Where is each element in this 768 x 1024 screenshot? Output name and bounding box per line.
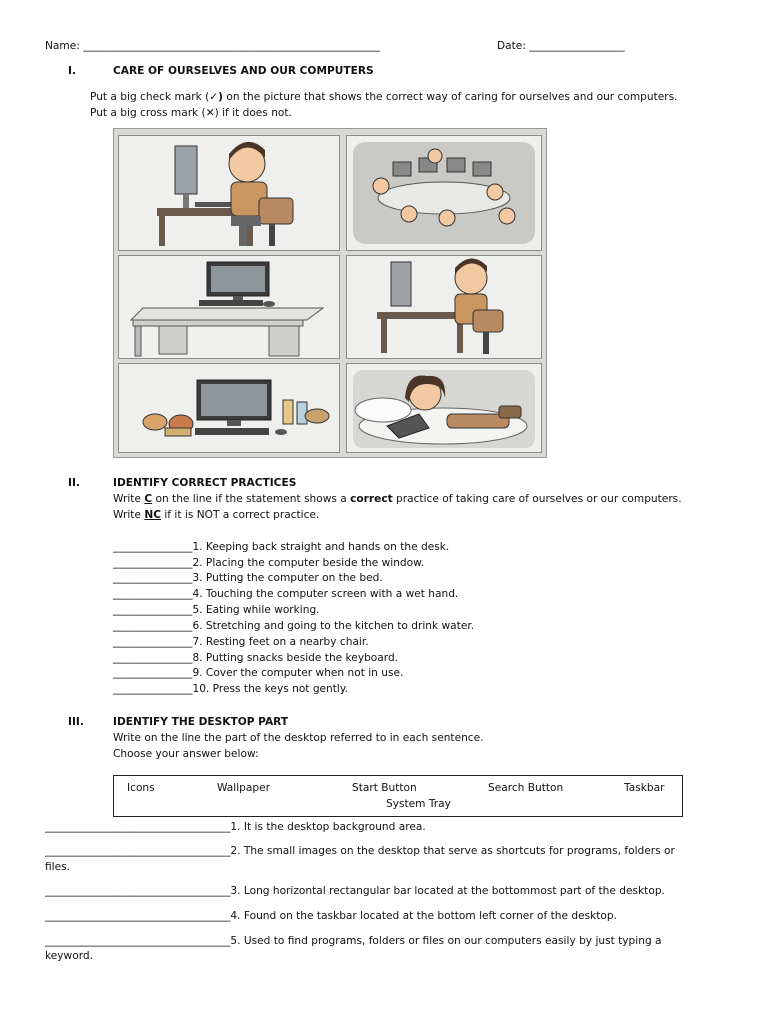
illustration-grid	[113, 128, 547, 458]
practice-item[interactable]: _______________7. Resting feet on a nearby chair.	[113, 636, 369, 648]
practice-item[interactable]: _______________1. Keeping back straight and hands on the desk.	[113, 541, 450, 553]
practice-item[interactable]: _______________6. Stretching and going to the kitchen to drink water.	[113, 620, 475, 632]
section-1-title: CARE OF OURSELVES AND OUR COMPUTERS	[113, 65, 374, 77]
practice-item[interactable]: _______________2. Placing the computer beside the window.	[113, 557, 425, 569]
desktop-part-item-continuation: files.	[45, 861, 71, 873]
cross-mark-icon: ✕	[205, 107, 215, 119]
date-field	[497, 40, 625, 52]
practice-item[interactable]: _______________3. Putting the computer on the bed.	[113, 572, 383, 584]
section-2-title: IDENTIFY CORRECT PRACTICES	[113, 477, 297, 489]
choice-start-button: Start Button	[352, 782, 417, 794]
section-3-choose-label: Choose your answer below:	[113, 748, 259, 760]
desktop-part-item[interactable]: ___________________________________2. The small images on the desktop that serve as shortcuts for programs, folders or	[45, 845, 675, 857]
section-3-instruction: Write on the line the part of the desktop referred to in each sentence.	[113, 732, 484, 744]
date-label: Date:	[497, 40, 526, 52]
date-line[interactable]: __________________	[529, 40, 625, 52]
choice-wallpaper: Wallpaper	[217, 782, 270, 794]
section-1-number: I.	[68, 65, 76, 77]
word-correct: correct	[350, 493, 393, 505]
practice-item[interactable]: _______________9. Cover the computer when not in use.	[113, 667, 404, 679]
section-3-title: IDENTIFY THE DESKTOP PART	[113, 716, 289, 728]
code-c: C	[144, 493, 153, 505]
picture-boy-at-desk[interactable]	[118, 135, 340, 251]
name-field	[45, 40, 380, 52]
section-1-instruction-cross: Put a big cross mark (✕) if it does not.	[90, 107, 292, 119]
picture-computer-desk[interactable]	[118, 255, 340, 359]
desktop-part-item-continuation: keyword.	[45, 950, 93, 962]
desktop-part-item[interactable]: ___________________________________1. It is the desktop background area.	[45, 821, 426, 833]
code-nc: NC	[144, 509, 161, 521]
laptop-on-bed-illustration	[347, 364, 541, 452]
picture-computer-lab[interactable]	[346, 135, 542, 251]
computer-lab-illustration	[347, 136, 541, 250]
name-label: Name:	[45, 40, 80, 52]
desktop-part-item[interactable]: ___________________________________3. Long horizontal rectangular bar located at the bottommost part of the desktop.	[45, 885, 665, 897]
practice-item[interactable]: _______________5. Eating while working.	[113, 604, 320, 616]
picture-boy-at-computer[interactable]	[346, 255, 542, 359]
practice-item[interactable]: _______________8. Putting snacks beside the keyboard.	[113, 652, 399, 664]
choice-system-tray: System Tray	[386, 798, 451, 810]
choice-search-button: Search Button	[488, 782, 564, 794]
boy-at-desk-illustration	[119, 136, 339, 250]
practice-item[interactable]: _______________10. Press the keys not gently.	[113, 683, 348, 695]
section-3-number: III.	[68, 716, 84, 728]
picture-laptop-on-bed[interactable]	[346, 363, 542, 453]
section-2-instruction-c: Write C on the line if the statement shows a correct practice of taking care of ourselves or our computers.	[113, 493, 682, 505]
computer-desk-illustration	[119, 256, 339, 358]
choice-taskbar: Taskbar	[624, 782, 665, 794]
name-line[interactable]: ________________________________________________________	[83, 40, 380, 52]
computer-with-snacks-illustration	[119, 364, 339, 452]
practice-item[interactable]: _______________4. Touching the computer screen with a wet hand.	[113, 588, 459, 600]
section-2-number: II.	[68, 477, 80, 489]
desktop-part-item[interactable]: ___________________________________4. Found on the taskbar located at the bottom left corner of the desktop.	[45, 910, 617, 922]
check-mark-icon: ✓)	[209, 91, 223, 103]
answer-choices-box	[113, 775, 683, 817]
section-1-instruction-check: Put a big check mark (✓) on the picture that shows the correct way of caring for ourselves and our computers.	[90, 91, 678, 103]
desktop-part-item[interactable]: ___________________________________5. Used to find programs, folders or files on our computers easily by just typing a	[45, 935, 662, 947]
picture-computer-with-snacks[interactable]	[118, 363, 340, 453]
choice-icons: Icons	[127, 782, 155, 794]
boy-at-computer-illustration	[347, 256, 541, 358]
section-2-instruction-nc: Write NC if it is NOT a correct practice.	[113, 509, 320, 521]
